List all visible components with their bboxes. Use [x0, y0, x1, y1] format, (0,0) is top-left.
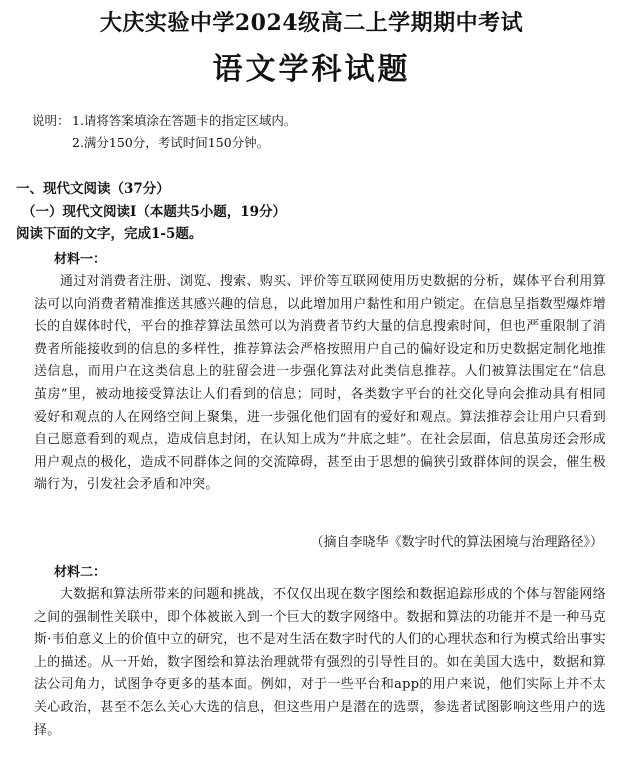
- instructions: [32, 110, 296, 154]
- exam-title: 大庆实验中学2024级高二上学期期中考试: [99, 10, 524, 36]
- instruction-line-1: [32, 110, 296, 132]
- instructions-prefix: 说明：: [32, 113, 70, 128]
- material-1-label: 材料一：: [54, 252, 107, 267]
- material-1-text: 通过对消费者注册、浏览、搜索、购买、评价等互联网使用历史数据的分析，媒体平台利用算法可以向消费者精准推送其感兴趣的信息，以此增加用户黏性和用户锁定。在信息呈指数型爆炸增长的自媒体时代，平台的推荐算法虽然可以为消费者节约大量的信息搜索时间，但也严重限制了消费者所能接收到的信息的多样性，推荐算法会严格按照用户自己的偏好设定和历史数据定制化地推送信息，而用户在这类信息上的驻留会进一步强化算法对此类信息推荐。人们被算法围定在“信息茧房”里，被动地接受算法让人们看到的信息；同时，各类数字平台的社交化导向会推动具有相同爱好和观点的人在网络空间上聚集，进一步强化他们固有的爱好和观点。算法推荐会让用户只看到自己愿意看到的观点，造成信息封闭，在认知上成为“井底之蛙”。在社会层面，信息茧房还会形成用户观点的极化，造成不同群体之间的交流障碍，甚至由于思想的偏狭引致群体间的误会，催生极端行为，引发社会矛盾和冲突。: [34, 274, 606, 493]
- subject-title: 语文学科试题: [212, 52, 411, 87]
- material-2-label: 材料二：: [54, 565, 107, 580]
- subsection-heading: （一）现代文阅读Ⅰ（本题共5小题，19分）: [22, 204, 286, 220]
- instruction-item: 2.满分150分，考试时间150分钟。: [72, 135, 270, 150]
- section-heading: 一、现代文阅读（37分）: [16, 181, 170, 197]
- material-1-source: （摘自李晓华《数字时代的算法困境与治理路径》）: [310, 535, 603, 550]
- material-2-text: 大数据和算法所带来的问题和挑战，不仅仅出现在数字图绘和数据追踪形成的个体与智能网络之间的强制性关联中，即个体被嵌入到一个巨大的数字网络中。数据和算法的功能并不是一种马克斯·韦伯意义上的价值中立的研究，也不是对生活在数字时代的人们的心理状态和行为模式给出事实上的描述。从一开始，数字图绘和算法治理就带有强烈的引导性目的。如在美国大选中，数据和算法公司角力，试图争夺更多的基本面。例如，对于一些平台和app的用户来说，他们实际上并不太关心政治，甚至不怎么关心大选的信息，但这些用户是潜在的选票，参选者试图影响这些用户的选择。: [34, 587, 606, 738]
- instruction-item: 1.请将答案填涂在答题卡的指定区域内。: [72, 113, 297, 128]
- instruction-line-2: [32, 132, 296, 154]
- reading-directive: 阅读下面的文字，完成1-5题。: [16, 226, 203, 242]
